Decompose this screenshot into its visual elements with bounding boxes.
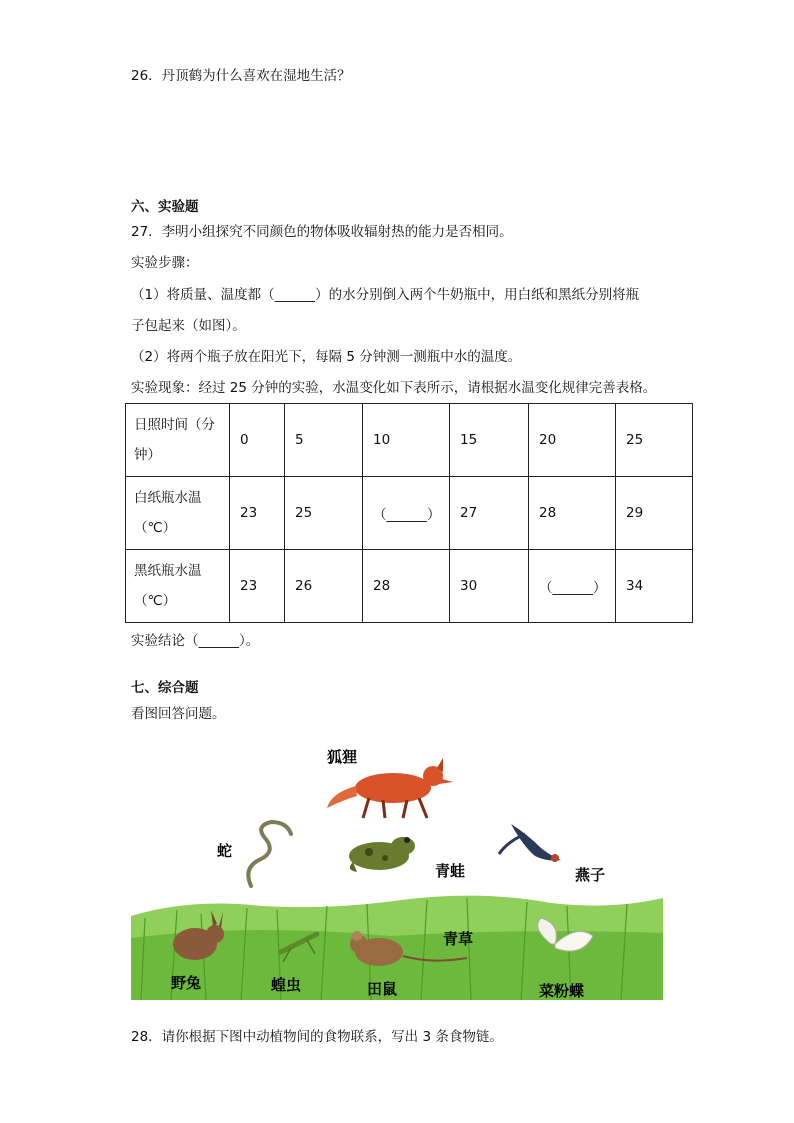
- conclusion: 实验结论（______）。: [131, 633, 260, 649]
- row-header: 日照时间（分 钟）: [126, 404, 230, 477]
- table-cell: （______）: [529, 550, 616, 623]
- question-28: 28．请你根据下图中动植物间的食物联系，写出 3 条食物链。: [131, 1029, 503, 1045]
- table-cell: 23: [230, 550, 285, 623]
- step-2: （2）将两个瓶子放在阳光下，每隔 5 分钟测一测瓶中水的温度。: [131, 349, 522, 365]
- table-cell: 29: [616, 477, 693, 550]
- section-6-heading: 六、实验题: [131, 199, 199, 215]
- label-butterfly: 菜粉蝶: [539, 982, 585, 1000]
- steps-title: 实验步骤：: [131, 255, 199, 271]
- label-locust: 蝗虫: [271, 976, 302, 994]
- snake-illustration: [248, 822, 291, 886]
- question-27: 27．李明小组探究不同颜色的物体吸收辐射热的能力是否相同。: [131, 224, 513, 240]
- table-cell: 15: [450, 404, 529, 477]
- table-cell: 25: [285, 477, 363, 550]
- row-header: 黑纸瓶水温 （℃）: [126, 550, 230, 623]
- phenomenon: 实验现象：经过 25 分钟的实验，水温变化如下表所示，请根据水温变化规律完善表格。: [131, 380, 657, 396]
- fox-illustration: [327, 758, 453, 818]
- table-cell: 30: [450, 550, 529, 623]
- table-cell: 27: [450, 477, 529, 550]
- table-row: [126, 404, 693, 477]
- question-26: 26．丹顶鹤为什么喜欢在湿地生活？: [131, 68, 351, 84]
- table-cell: 34: [616, 550, 693, 623]
- label-snake: 蛇: [217, 842, 233, 860]
- label-swallow: 燕子: [575, 866, 606, 884]
- temperature-table: [125, 403, 693, 623]
- table-row: [126, 550, 693, 623]
- table-cell: 26: [285, 550, 363, 623]
- table-row: [126, 477, 693, 550]
- table-cell: （______）: [363, 477, 450, 550]
- step-1-line-1: （1）将质量、温度都（______）的水分别倒入两个牛奶瓶中，用白纸和黑纸分别将瓶: [131, 287, 640, 303]
- label-rabbit: 野兔: [171, 974, 202, 992]
- table-cell: 20: [529, 404, 616, 477]
- section-7-heading: 七、综合题: [131, 680, 199, 696]
- table-cell: 10: [363, 404, 450, 477]
- row-header: 白纸瓶水温 （℃）: [126, 477, 230, 550]
- label-fox: 狐狸: [327, 748, 358, 766]
- table-cell: 25: [616, 404, 693, 477]
- label-frog: 青蛙: [435, 862, 466, 880]
- label-field-mouse: 田鼠: [367, 980, 398, 998]
- swallow-illustration: [499, 824, 561, 862]
- label-grass: 青草: [443, 930, 474, 948]
- table-cell: 23: [230, 477, 285, 550]
- frog-illustration: [349, 837, 415, 872]
- step-1-line-2: 子包起来（如图）。: [131, 318, 246, 334]
- intro-7: 看图回答问题。: [131, 706, 226, 722]
- table-cell: 0: [230, 404, 285, 477]
- table-cell: 28: [363, 550, 450, 623]
- food-web-figure: [131, 738, 663, 1006]
- table-cell: 5: [285, 404, 363, 477]
- table-cell: 28: [529, 477, 616, 550]
